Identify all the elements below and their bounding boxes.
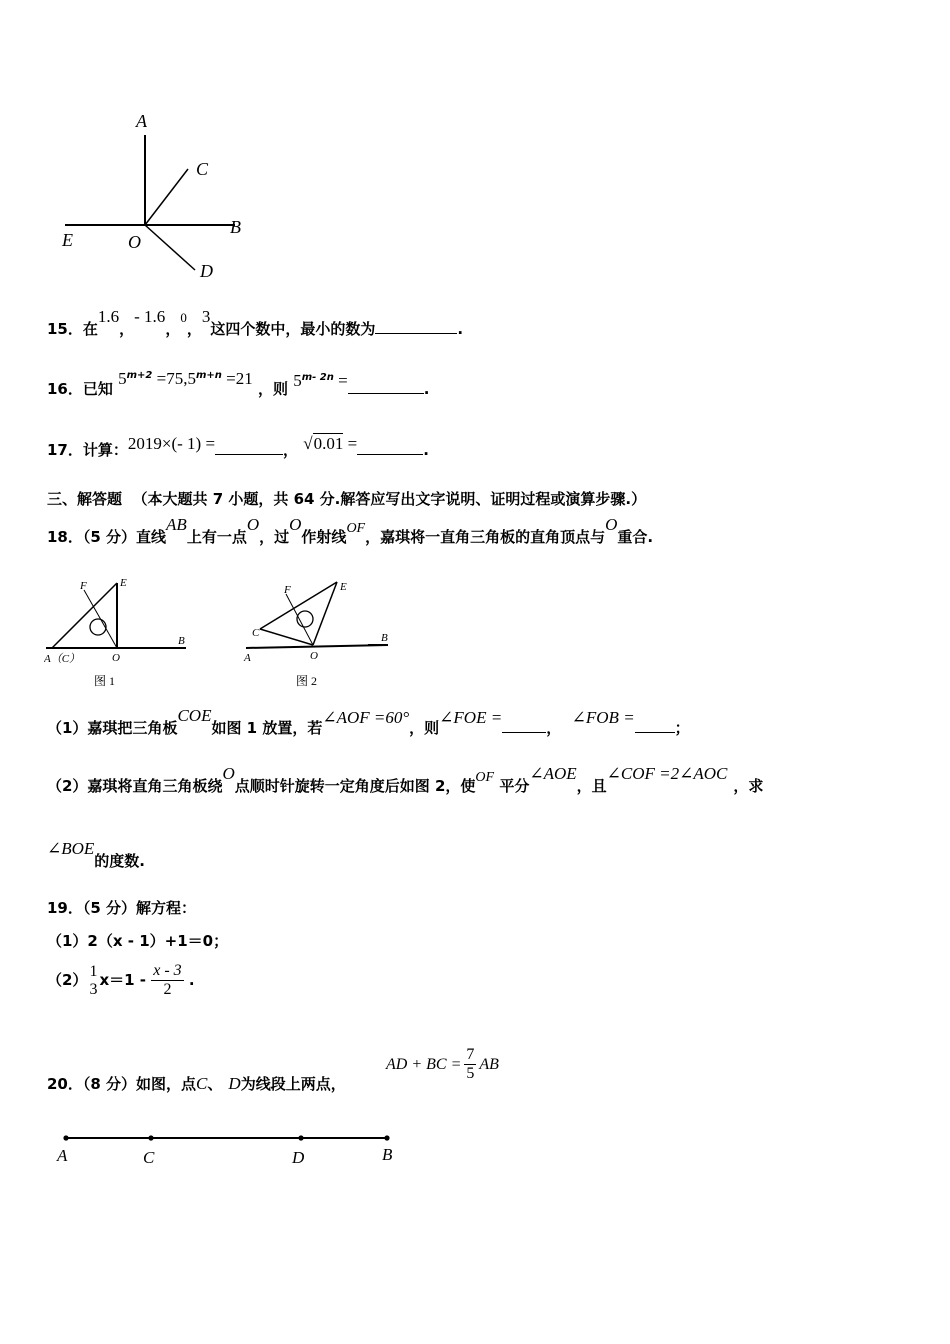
q15-sep: ， (165, 320, 181, 338)
label-e: E (62, 230, 73, 250)
section-note: （本大题共 7 小题，共 64 分.解答应写出文字说明、证明过程或演算步骤.） (132, 490, 647, 508)
section-title: 三、解答题 (47, 490, 123, 508)
q16-exp-2: m+n (195, 370, 222, 381)
fraction (87, 963, 99, 999)
q18-p2-tail: 的度数. (94, 852, 145, 870)
question-16 (47, 369, 430, 399)
fig2-label-b: B (381, 632, 388, 644)
q18-part-2 (47, 764, 764, 796)
fraction-denominator: 5 (466, 1065, 475, 1082)
q18-part-2-continued (47, 839, 145, 871)
q18-number: 18．（5 分）直线 (47, 528, 167, 546)
q15-sep: ， (186, 320, 202, 338)
fraction-denominator: 2 (151, 980, 183, 999)
q20-c: C (196, 1074, 208, 1093)
q16-text: ，则 (257, 380, 288, 398)
q18-p2-boe: ∠BOE (47, 839, 95, 858)
q18-of: OF (346, 521, 366, 536)
fig1-label-a: A（C） (44, 653, 81, 665)
q18-p1-end: ； (674, 719, 690, 737)
question-15 (47, 307, 464, 339)
label-a: A (136, 111, 147, 131)
q20-equation (386, 1046, 499, 1083)
figure-1 (44, 574, 204, 694)
q17-eq: = (343, 434, 358, 453)
q16-exp-3: m- 2n (301, 372, 334, 383)
q20-tail: 为线段上两点， (240, 1075, 346, 1093)
label-c: C (196, 159, 209, 179)
section-heading (47, 488, 646, 509)
q19-p2-mid: x＝1 - (99, 971, 146, 989)
q18-p1-then: ，则 (409, 719, 440, 737)
fig2-label-e: E (340, 581, 347, 593)
q18-p2-ask: ，求 (733, 777, 764, 795)
fig2-label-o: O (310, 650, 318, 662)
q18-part-1 (47, 706, 690, 738)
q17-number: 17．计算： (47, 441, 128, 459)
seg-label-d: D (292, 1148, 305, 1167)
q20-sep: 、 (207, 1075, 223, 1093)
answer-blank[interactable] (502, 718, 546, 733)
q20-d: D (228, 1074, 241, 1093)
q16-rest-3: = (333, 371, 348, 390)
q18-p2-lead: （2）嘉琪将直角三角板绕 (47, 777, 223, 795)
question-19 (47, 897, 196, 918)
q20-number: 20．（8 分）如图，点 (47, 1075, 197, 1093)
fraction-numerator: 1 (89, 962, 98, 980)
q18-text: 重合. (617, 528, 654, 546)
q18-p2-mid: 点顺时针旋转一定角度后如图 2，使 (234, 777, 476, 795)
q18-p2-of: OF (475, 770, 495, 785)
fig2-caption: 图 2 (296, 674, 318, 688)
fraction-numerator: 7 (466, 1046, 475, 1063)
q18-text: 上有一点 (186, 528, 247, 546)
fig1-label-f: F (80, 580, 87, 592)
q15-text: 这四个数中，最小的数为 (210, 320, 376, 338)
question-18 (47, 515, 654, 547)
label-d: D (200, 261, 213, 281)
q19-p1: （1）2（x - 1）+1＝0； (47, 932, 229, 950)
q19-p2-lead: （2） (47, 971, 88, 989)
q17-radicand: 0.01 (313, 434, 344, 453)
q18-o: O (289, 515, 302, 534)
q16-base-3: 5 (293, 371, 302, 390)
q20-eq-rhs: AB (479, 1056, 499, 1073)
seg-label-b: B (382, 1145, 393, 1164)
q18-p2-bisect: 平分 (499, 777, 530, 795)
fig1-caption: 图 1 (94, 674, 116, 688)
fraction (151, 962, 183, 999)
q15-end: . (457, 320, 464, 338)
label-b: B (230, 217, 241, 237)
q17-expr-1: 2019×(- 1) = (127, 434, 216, 453)
q18-p2-aoe: ∠AOE (529, 764, 577, 783)
label-o: O (128, 232, 141, 252)
answer-blank[interactable] (375, 319, 457, 334)
q15-sep: ， (119, 320, 135, 338)
seg-label-a: A (57, 1146, 68, 1165)
q18-p2-o: O (222, 764, 235, 783)
q18-p1-mid: 如图 1 放置，若 (211, 719, 323, 737)
seg-label-c: C (143, 1148, 155, 1167)
q20-eq-lhs: AD + BC = (386, 1056, 462, 1073)
answer-blank[interactable] (348, 379, 424, 394)
q17-sep: ， (283, 441, 299, 459)
fig1-label-o: O (112, 652, 120, 664)
answer-blank[interactable] (357, 440, 423, 455)
q18-p1-sep: ， (546, 719, 562, 737)
q16-rest-1: =75, (152, 369, 188, 388)
answer-blank[interactable] (635, 718, 675, 733)
fig1-label-b: B (178, 635, 185, 647)
fig2-label-f: F (284, 584, 291, 596)
q16-base-2: 5 (187, 369, 196, 388)
q18-p1-fob: ∠FOB = (571, 708, 635, 727)
fraction (464, 1046, 476, 1083)
q17-end: . (423, 441, 429, 459)
fig2-label-a: A (244, 652, 251, 664)
q18-p1-coe: COE (177, 706, 212, 725)
q15-value-2: - 1.6 (134, 307, 166, 326)
q18-p1-foe: ∠FOE = (439, 708, 503, 727)
q16-number: 16．已知 (47, 380, 113, 398)
q18-p1-cond: ∠AOF =60° (322, 708, 410, 727)
q15-value-1: 1.6 (97, 307, 120, 326)
fig2-label-c: C (252, 627, 260, 639)
fraction-denominator: 3 (89, 980, 98, 998)
sqrt-icon: √ (303, 434, 313, 453)
q18-text: 作射线 (301, 528, 347, 546)
q18-ab: AB (166, 515, 187, 534)
question-20 (47, 1073, 346, 1094)
q18-p2-and: ，且 (576, 777, 607, 795)
q18-o: O (605, 515, 618, 534)
q19-part-2 (47, 962, 195, 999)
q15-value-3: 0 (180, 310, 187, 325)
q18-text: ，过 (259, 528, 290, 546)
q19-part-1 (47, 930, 228, 951)
segment-figure (50, 1125, 410, 1175)
question-17 (47, 434, 429, 460)
q18-o: O (246, 515, 260, 534)
q19-title: 19．（5 分）解方程： (47, 899, 197, 917)
q16-base-1: 5 (118, 369, 127, 388)
q15-number: 15．在 (47, 320, 98, 338)
q15-value-4: 3 (201, 307, 211, 326)
q16-exp-1: m+2 (126, 370, 153, 381)
q18-text: ，嘉琪将一直角三角板的直角顶点与 (365, 528, 606, 546)
q18-p1-lead: （1）嘉琪把三角板 (47, 719, 178, 737)
fraction-numerator: x - 3 (153, 962, 182, 979)
q18-p2-cond: ∠COF =2∠AOC (606, 764, 728, 783)
fig1-label-e: E (120, 577, 127, 589)
q19-p2-end: . (188, 971, 195, 989)
figure-angles (50, 105, 270, 290)
figure-2 (240, 574, 400, 694)
q16-end: . (423, 380, 430, 398)
answer-blank[interactable] (215, 440, 283, 455)
q16-rest-2: =21 (221, 369, 253, 388)
